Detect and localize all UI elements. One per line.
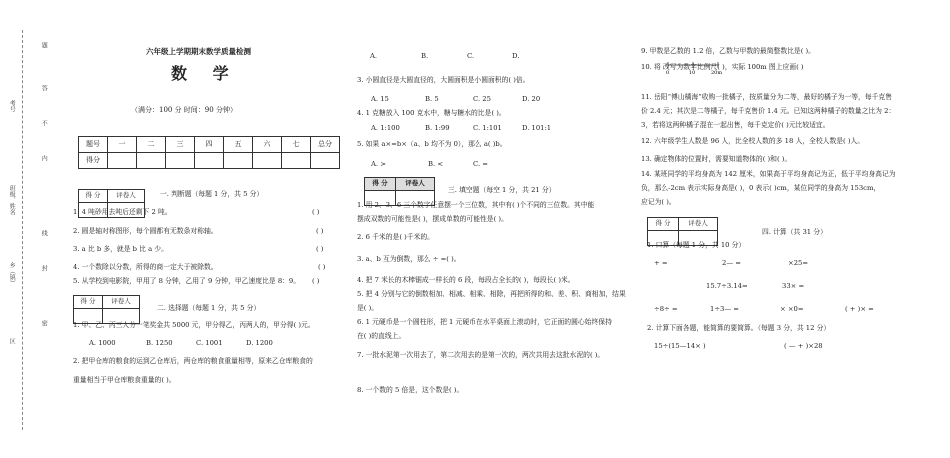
section4-title: 四. 计算（共 31 分） [762,228,827,236]
score-row-label: 得分 [79,153,108,169]
calc2-title: 2. 计算下面各题，能简算的要简算。（每题 3 分，共 12 分） [647,324,831,332]
choice-q1-opt-a[interactable]: A. 1000 [89,339,116,347]
grader-reviewer-label: 评卷人 [108,190,145,203]
grader-score-label: 得 分 [74,296,103,309]
fill-q1-line1: 1. 用 2、3、6 三个数字任意摆一个三位数，其中有( )个不同的三位数。其中能 [357,201,595,209]
judge-q2: 2. 圆是轴对称图形，每个圆都有无数条对称轴。 [73,227,218,235]
fill-q8: 8. 一个数的 5 倍是，这个数是( )。 [357,386,464,394]
choice-q1: 1. 甲、乙、丙三人分一笔奖金共 5000 元，甲分得乙，丙两人的，甲分得( )元。 [73,321,315,329]
grader-score-label: 得 分 [365,178,396,191]
scale-label-0: 0 [666,70,670,75]
mental-calc-5: 33× = [782,282,805,290]
score-header-cell: 总分 [311,137,340,153]
score-header-cell: 七 [282,137,311,153]
score-cell[interactable] [282,153,311,169]
mental-calc-8: × ×0= [780,305,804,313]
score-header-cell: 六 [253,137,282,153]
fill-q2: 2. 6 千米的是( )千米的。 [357,233,434,241]
district-label: 区 [8,338,16,344]
fill-q11-line1: 11. 岳阳“傅山橘海”收购一批橘子，按质量分为二等，最好的橘子为一等，每千克售 [641,93,893,101]
score-cell[interactable] [253,153,282,169]
exam-number-label: 考号 [8,100,16,112]
score-header-cell: 五 [224,137,253,153]
choice-q2-line2: 重量相当于甲仓库粮食重量的( )。 [73,376,176,384]
judge-q4: 4. 一个数除以分数，所得的商一定大于被除数。 [73,263,218,271]
score-cell[interactable] [224,153,253,169]
scale-label-20: 20m [711,70,723,75]
choice-q1-opt-c[interactable]: C. 1001 [196,339,223,347]
choice-q3: 3. 小圆直径是大圆直径的，大圆面积是小圆面积的( )倍。 [357,76,530,84]
choice-q3-opt-b[interactable]: B. 5 [425,95,439,103]
mental-calc-1: + = [654,259,668,267]
judge-q5-blank[interactable]: ( ) [312,277,320,285]
class-name-label: 班级、姓名 [8,185,16,215]
choice-q2-opt-b[interactable]: B. [421,52,429,60]
seal-mark: 内 [40,155,48,161]
fill-q1-line2: 摆成双数的可能性是( )，摆成单数的可能性是( )。 [357,215,508,223]
grader-score-label: 得 分 [648,218,679,231]
choice-q5: 5. 如果 a×=b×（a、b 均不为 0），那么 a( )b。 [357,140,507,148]
fill-q11-line3: 3，若将这两种橘子混在一起出售，每千克定价( )元比较适宜。 [641,121,830,129]
judge-q3-blank[interactable]: ( ) [316,245,324,253]
score-value-row [79,153,340,169]
binding-sidebar [0,0,60,458]
fill-q7: 7. 一批水泥第一次用去了，第二次用去的是第一次的，两次共用去这批水泥的( )。 [357,351,605,359]
choice-q5-opt-c[interactable]: C. = [473,160,488,168]
score-header-cell: 题号 [79,137,108,153]
calc1-title: 1. 口算（每题 1 分，共 10 分） [647,241,746,249]
fill-q3: 3. a、b 互为倒数，那么 ÷ =( )。 [357,255,461,263]
score-table [78,136,340,169]
mental-calc-2: 2— = [722,259,741,267]
subject-title: 数 学 [171,64,239,83]
fill-q11-line2: 价 2.4 元；其次是二等橘子，每千克售价 1.4 元。已知这两种橘子的数量之比为 2： [641,107,896,115]
seal-mark: 题 [40,42,48,48]
judge-q1-blank[interactable]: ( ) [312,208,320,216]
section1-title: 一. 判断题（每题 1 分，共 5 分） [160,190,264,198]
cut-line [22,30,23,430]
choice-q2-opt-c[interactable]: C. [467,52,475,60]
choice-q5-opt-b[interactable]: B. < [428,160,444,168]
score-header-cell: 四 [195,137,224,153]
choice-q2-line1: 2. 把甲仓库的粮食的运到乙仓库后，两仓库的粮食重量相等，原来乙仓库粮食的 [73,357,313,365]
choice-q4-opt-b[interactable]: B. 1:99 [425,124,450,132]
mental-calc-3: ×25= [788,259,809,267]
grader-reviewer-label: 评卷人 [103,296,140,309]
mental-calc-6: ÷8÷ = [654,305,678,313]
grader-reviewer-label: 评卷人 [396,178,435,191]
grader-reviewer-label: 评卷人 [679,218,718,231]
choice-q1-opt-b[interactable]: B. 1250 [146,339,173,347]
choice-q3-opt-a[interactable]: A. 15 [371,95,389,103]
seal-mark: 封 [40,265,48,271]
line-scale-diagram [666,59,726,75]
judge-q4-blank[interactable]: ( ) [318,263,326,271]
score-header-row [79,137,340,153]
score-cell[interactable] [195,153,224,169]
mental-calc-9: ( + )× = [845,305,874,313]
fill-q14-line2: 负，那么-2cm 表示实际身高是( )，0 表示( )cm，某位同学的身高为 153cm， [641,184,881,192]
exam-title: 六年级上学期期末数学质量检测 [146,47,251,56]
seal-mark: 密 [40,320,48,326]
fill-q10: 10. 将 改写为数字比例尺( )，实际 100m 图上应画( ) [641,63,804,71]
score-header-cell: 一 [108,137,137,153]
choice-q3-opt-d[interactable]: D. 20 [522,95,541,103]
score-cell[interactable] [137,153,166,169]
judge-q3: 3. a 比 b 多，就是 b 比 a 少。 [73,245,168,253]
scale-label-10: 10 [689,70,696,75]
mental-calc-4: 15.7÷3.14= [706,282,748,290]
section3-title: 三. 填空题（每空 1 分，共 21 分） [448,186,556,194]
calc2-q2: ( — + )×28 [784,342,823,350]
seal-mark: 线 [40,230,48,236]
judge-q2-blank[interactable]: ( ) [316,227,324,235]
fill-q9: 9. 甲数是乙数的 1.2 倍，乙数与甲数的最简整数比是( )。 [641,47,815,55]
score-cell[interactable] [311,153,340,169]
choice-q4-opt-a[interactable]: A. 1:100 [371,124,400,132]
choice-q4-opt-d[interactable]: D. 101:1 [522,124,552,132]
grader-box-2 [73,295,140,324]
score-cell[interactable] [108,153,137,169]
fill-q6-line1: 6. 1 元硬币是一个圆柱形，把 1 元硬币在水平桌面上滚动时，它正面的圆心始终保持 [357,318,612,326]
fill-q5-line2: 是( )。 [357,304,379,312]
fill-q12: 12. 六年级学生人数是 96 人，比全校人数的多 18 人，全校人数是( )人。 [641,137,865,145]
mental-calc-7: 1÷3— = [710,305,739,313]
fill-q14-line1: 14. 某班同学的平均身高为 142 厘米，如果高于平均身高记为正，低于平均身高记为 [641,170,896,178]
fill-q5-line1: 5. 把 4 分别与它的倒数相加、相减、相乘、相除，再把所得的和、差、积、商相加，结果 [357,290,626,298]
calc2-q1: 15÷(15—14× ) [654,342,706,350]
choice-q5-opt-a[interactable]: A. > [371,160,386,168]
seal-mark: 不 [40,120,48,126]
exam-meta: （满分：100 分 时间：90 分钟） [131,106,237,114]
town-label: 乡（镇） [8,262,16,286]
section2-title: 二. 选择题（每题 1 分，共 5 分） [157,304,261,312]
fill-q14-line3: 应记为( )。 [641,198,676,206]
judge-q5: 5. 从学校到电影院，甲用了 8 分钟，乙用了 9 分钟，甲乙速度比是 8：9。 [73,277,301,285]
score-header-cell: 二 [137,137,166,153]
fill-q13: 13. 确定物体的位置时，需要知道物体的( )和( )。 [641,155,792,163]
fill-q6-line2: 在( )的直线上。 [357,332,406,340]
choice-q2-opt-a[interactable]: A. [370,52,378,60]
score-cell[interactable] [166,153,195,169]
choice-q4: 4. 1 克糖放入 100 克水中，糖与糖水的比是( )。 [357,109,506,117]
grader-score-label: 得 分 [79,190,108,203]
choice-q1-opt-d[interactable]: D. 1200 [246,339,273,347]
score-header-cell: 三 [166,137,195,153]
choice-q4-opt-c[interactable]: C. 1:101 [473,124,502,132]
judge-q1: 1. 4 吨砂用去吨后还剩下 2 吨。 [73,208,172,216]
seal-mark: 答 [40,85,48,91]
choice-q3-opt-c[interactable]: C. 25 [473,95,491,103]
choice-q2-opt-d[interactable]: D. [512,52,520,60]
fill-q4: 4. 把 7 米长的木棒锯成一样长的 6 段，每段占全长的( )，每段长( )米。 [357,276,575,284]
